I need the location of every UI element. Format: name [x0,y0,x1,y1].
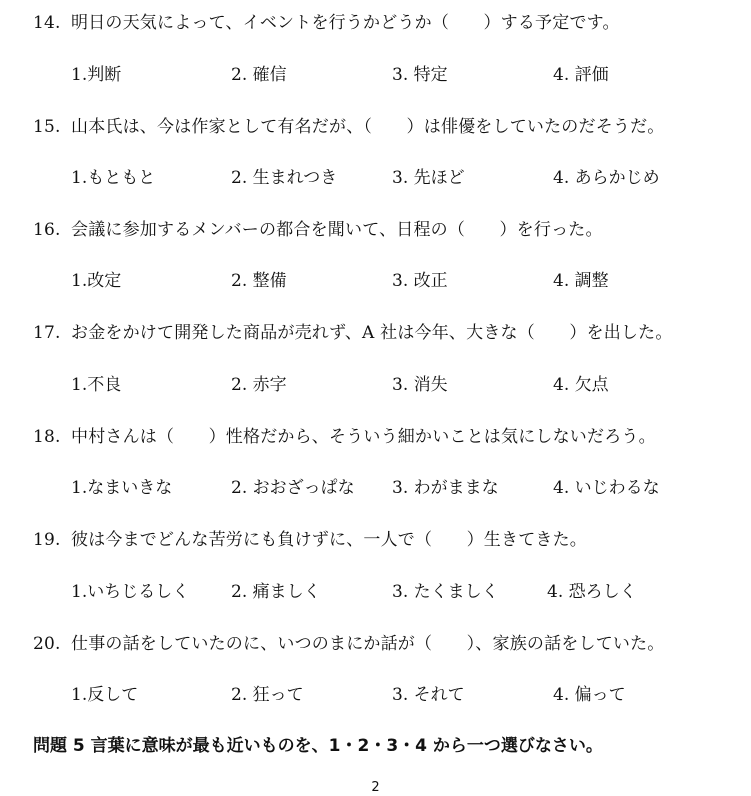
question-text: 会議に参加するメンバーの都合を聞いて、日程の（ ）を行った。 [71,220,603,240]
option-1[interactable]: 1.なまいきな [71,478,173,498]
option-2[interactable]: 2. 確信 [231,65,287,85]
question-text: 中村さんは（ ）性格だから、そういう細かいことは気にしないだろう。 [71,427,656,447]
option-1[interactable]: 1.いちじるしく [71,582,190,602]
option-1[interactable]: 1.反して [71,685,139,705]
option-2[interactable]: 2. 赤字 [231,375,287,395]
option-4[interactable]: 4. 欠点 [553,375,609,395]
question-text: 山本氏は、今は作家として有名だが、（ ）は俳優をしていたのだそうだ。 [71,117,665,137]
option-3[interactable]: 3. 消失 [392,375,448,395]
question-19 [33,525,587,550]
option-2[interactable]: 2. 痛ましく [231,582,321,602]
question-17 [33,318,673,343]
option-2[interactable]: 2. 整備 [231,271,287,291]
question-number: 19. [33,530,61,550]
option-4[interactable]: 4. 調整 [553,271,609,291]
question-number: 20. [33,634,61,654]
option-3[interactable]: 3. 改正 [392,271,448,291]
question-20 [33,629,665,654]
option-3[interactable]: 3. たくましく [392,582,499,602]
option-3[interactable]: 3. 特定 [392,65,448,85]
question-number: 15. [33,117,61,137]
option-2[interactable]: 2. おおざっぱな [231,478,355,498]
question-number: 16. [33,220,61,240]
option-4[interactable]: 4. 偏って [553,685,626,705]
question-15 [33,112,665,137]
page-number: 2 [371,780,380,795]
option-1[interactable]: 1.もともと [71,168,156,188]
option-2[interactable]: 2. 狂って [231,685,304,705]
question-18 [33,422,656,447]
option-1[interactable]: 1.改定 [71,271,122,291]
option-1[interactable]: 1.判断 [71,65,122,85]
option-3[interactable]: 3. 先ほど [392,168,465,188]
question-number: 18. [33,427,61,447]
section-heading: 問題 5 言葉に意味が最も近いものを、1・2・3・4 から一つ選びなさい。 [33,736,603,756]
option-4[interactable]: 4. 評価 [553,65,609,85]
option-2[interactable]: 2. 生まれつき [231,168,338,188]
question-number: 17. [33,323,61,343]
question-16 [33,215,603,240]
option-3[interactable]: 3. わがままな [392,478,499,498]
question-14 [33,8,620,33]
option-4[interactable]: 4. 恐ろしく [547,582,637,602]
option-4[interactable]: 4. あらかじめ [553,168,660,188]
question-text: 明日の天気によって、イベントを行うかどうか（ ）する予定です。 [71,13,620,33]
option-4[interactable]: 4. いじわるな [553,478,660,498]
question-number: 14. [33,13,61,33]
question-text: お金をかけて開発した商品が売れず、A 社は今年、大きな（ ）を出した。 [71,323,673,343]
question-text: 彼は今までどんな苦労にも負けずに、一人で（ ）生きてきた。 [71,530,587,550]
option-1[interactable]: 1.不良 [71,375,122,395]
option-3[interactable]: 3. それて [392,685,465,705]
question-text: 仕事の話をしていたのに、いつのまにか話が（ ）、家族の話をしていた。 [71,634,665,654]
